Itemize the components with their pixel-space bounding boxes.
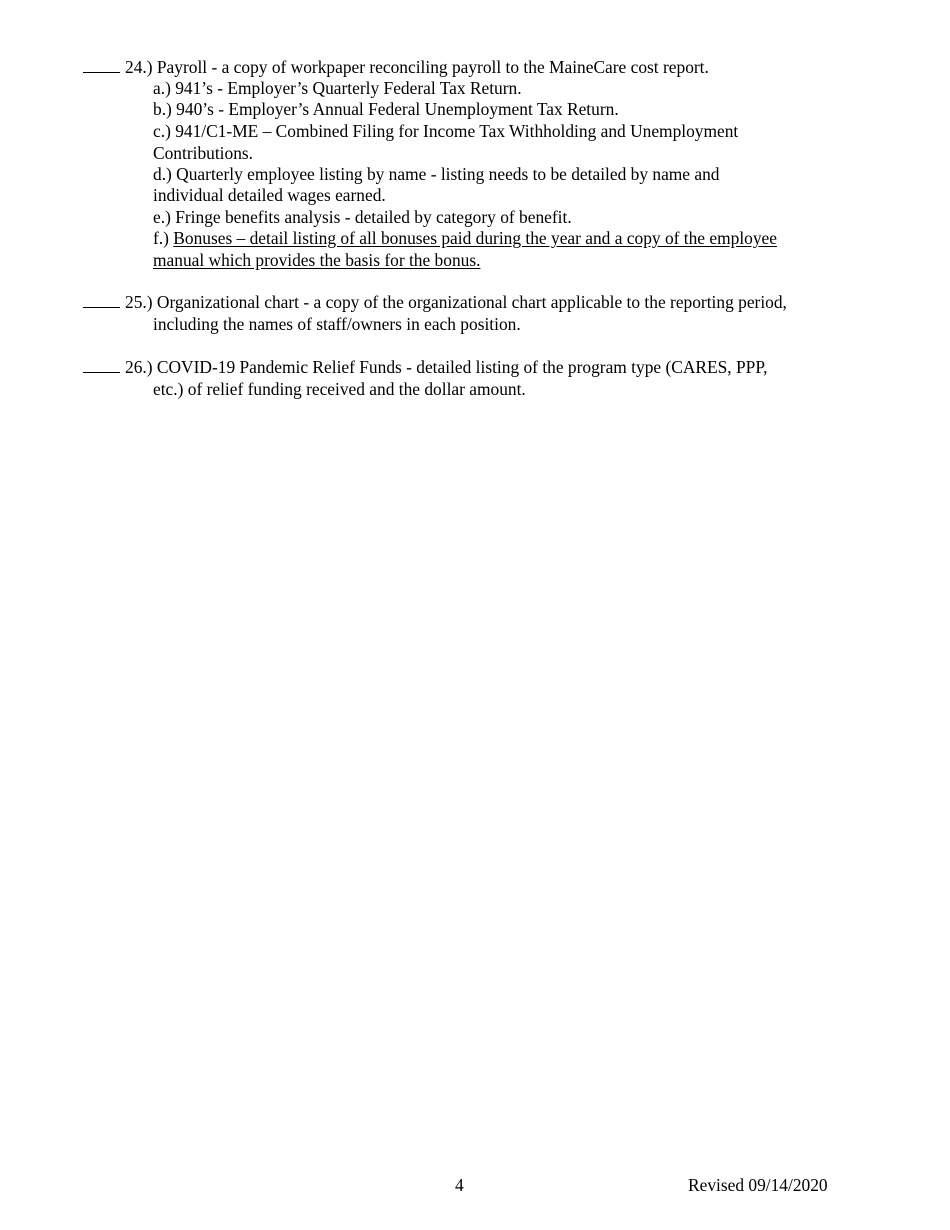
revision-date: Revised 09/14/2020 (688, 1175, 828, 1195)
subitem-f-prefix: f.) (153, 228, 174, 248)
item-text: Payroll - a copy of workpaper reconciling payroll to the MaineCare cost report. (156, 57, 709, 77)
checkbox-blank-line (83, 58, 120, 73)
item-number: 24.) (125, 57, 153, 77)
item-text: Organizational chart - a copy of the organizational chart applicable to the reporting period, (156, 292, 787, 312)
item-text: COVID-19 Pandemic Relief Funds - detailed listing of the program type (CARES, PPP, (156, 357, 768, 377)
checklist-item-25 (83, 292, 787, 313)
item-number: 25.) (125, 292, 153, 312)
checklist-item-24 (83, 57, 709, 78)
subitem-f-text: Bonuses – detail listing of all bonuses paid during the year and a copy of the employee (173, 228, 777, 248)
page-number: 4 (455, 1175, 464, 1195)
checkbox-blank-line (83, 358, 120, 373)
subitem-c: c.) 941/C1-ME – Combined Filing for Income Tax Withholding and Unemployment (153, 121, 739, 141)
subitem-d-continued: individual detailed wages earned. (153, 185, 386, 205)
subitem-e: e.) Fringe benefits analysis - detailed by category of benefit. (153, 207, 572, 227)
subitem-b: b.) 940’s - Employer’s Annual Federal Unemployment Tax Return. (153, 99, 619, 119)
checklist-item-26 (83, 357, 767, 378)
subitem-d: d.) Quarterly employee listing by name - listing needs to be detailed by name and (153, 164, 720, 184)
item-25-continued: including the names of staff/owners in each position. (153, 314, 521, 334)
item-26-continued: etc.) of relief funding received and the dollar amount. (153, 379, 526, 399)
subitem-f-continued: manual which provides the basis for the bonus. (153, 250, 481, 270)
subitem-c-continued: Contributions. (153, 143, 254, 163)
subitem-f (153, 228, 777, 249)
item-number: 26.) (125, 357, 153, 377)
subitem-a: a.) 941’s - Employer’s Quarterly Federal Tax Return. (153, 78, 522, 98)
checkbox-blank-line (83, 293, 120, 308)
